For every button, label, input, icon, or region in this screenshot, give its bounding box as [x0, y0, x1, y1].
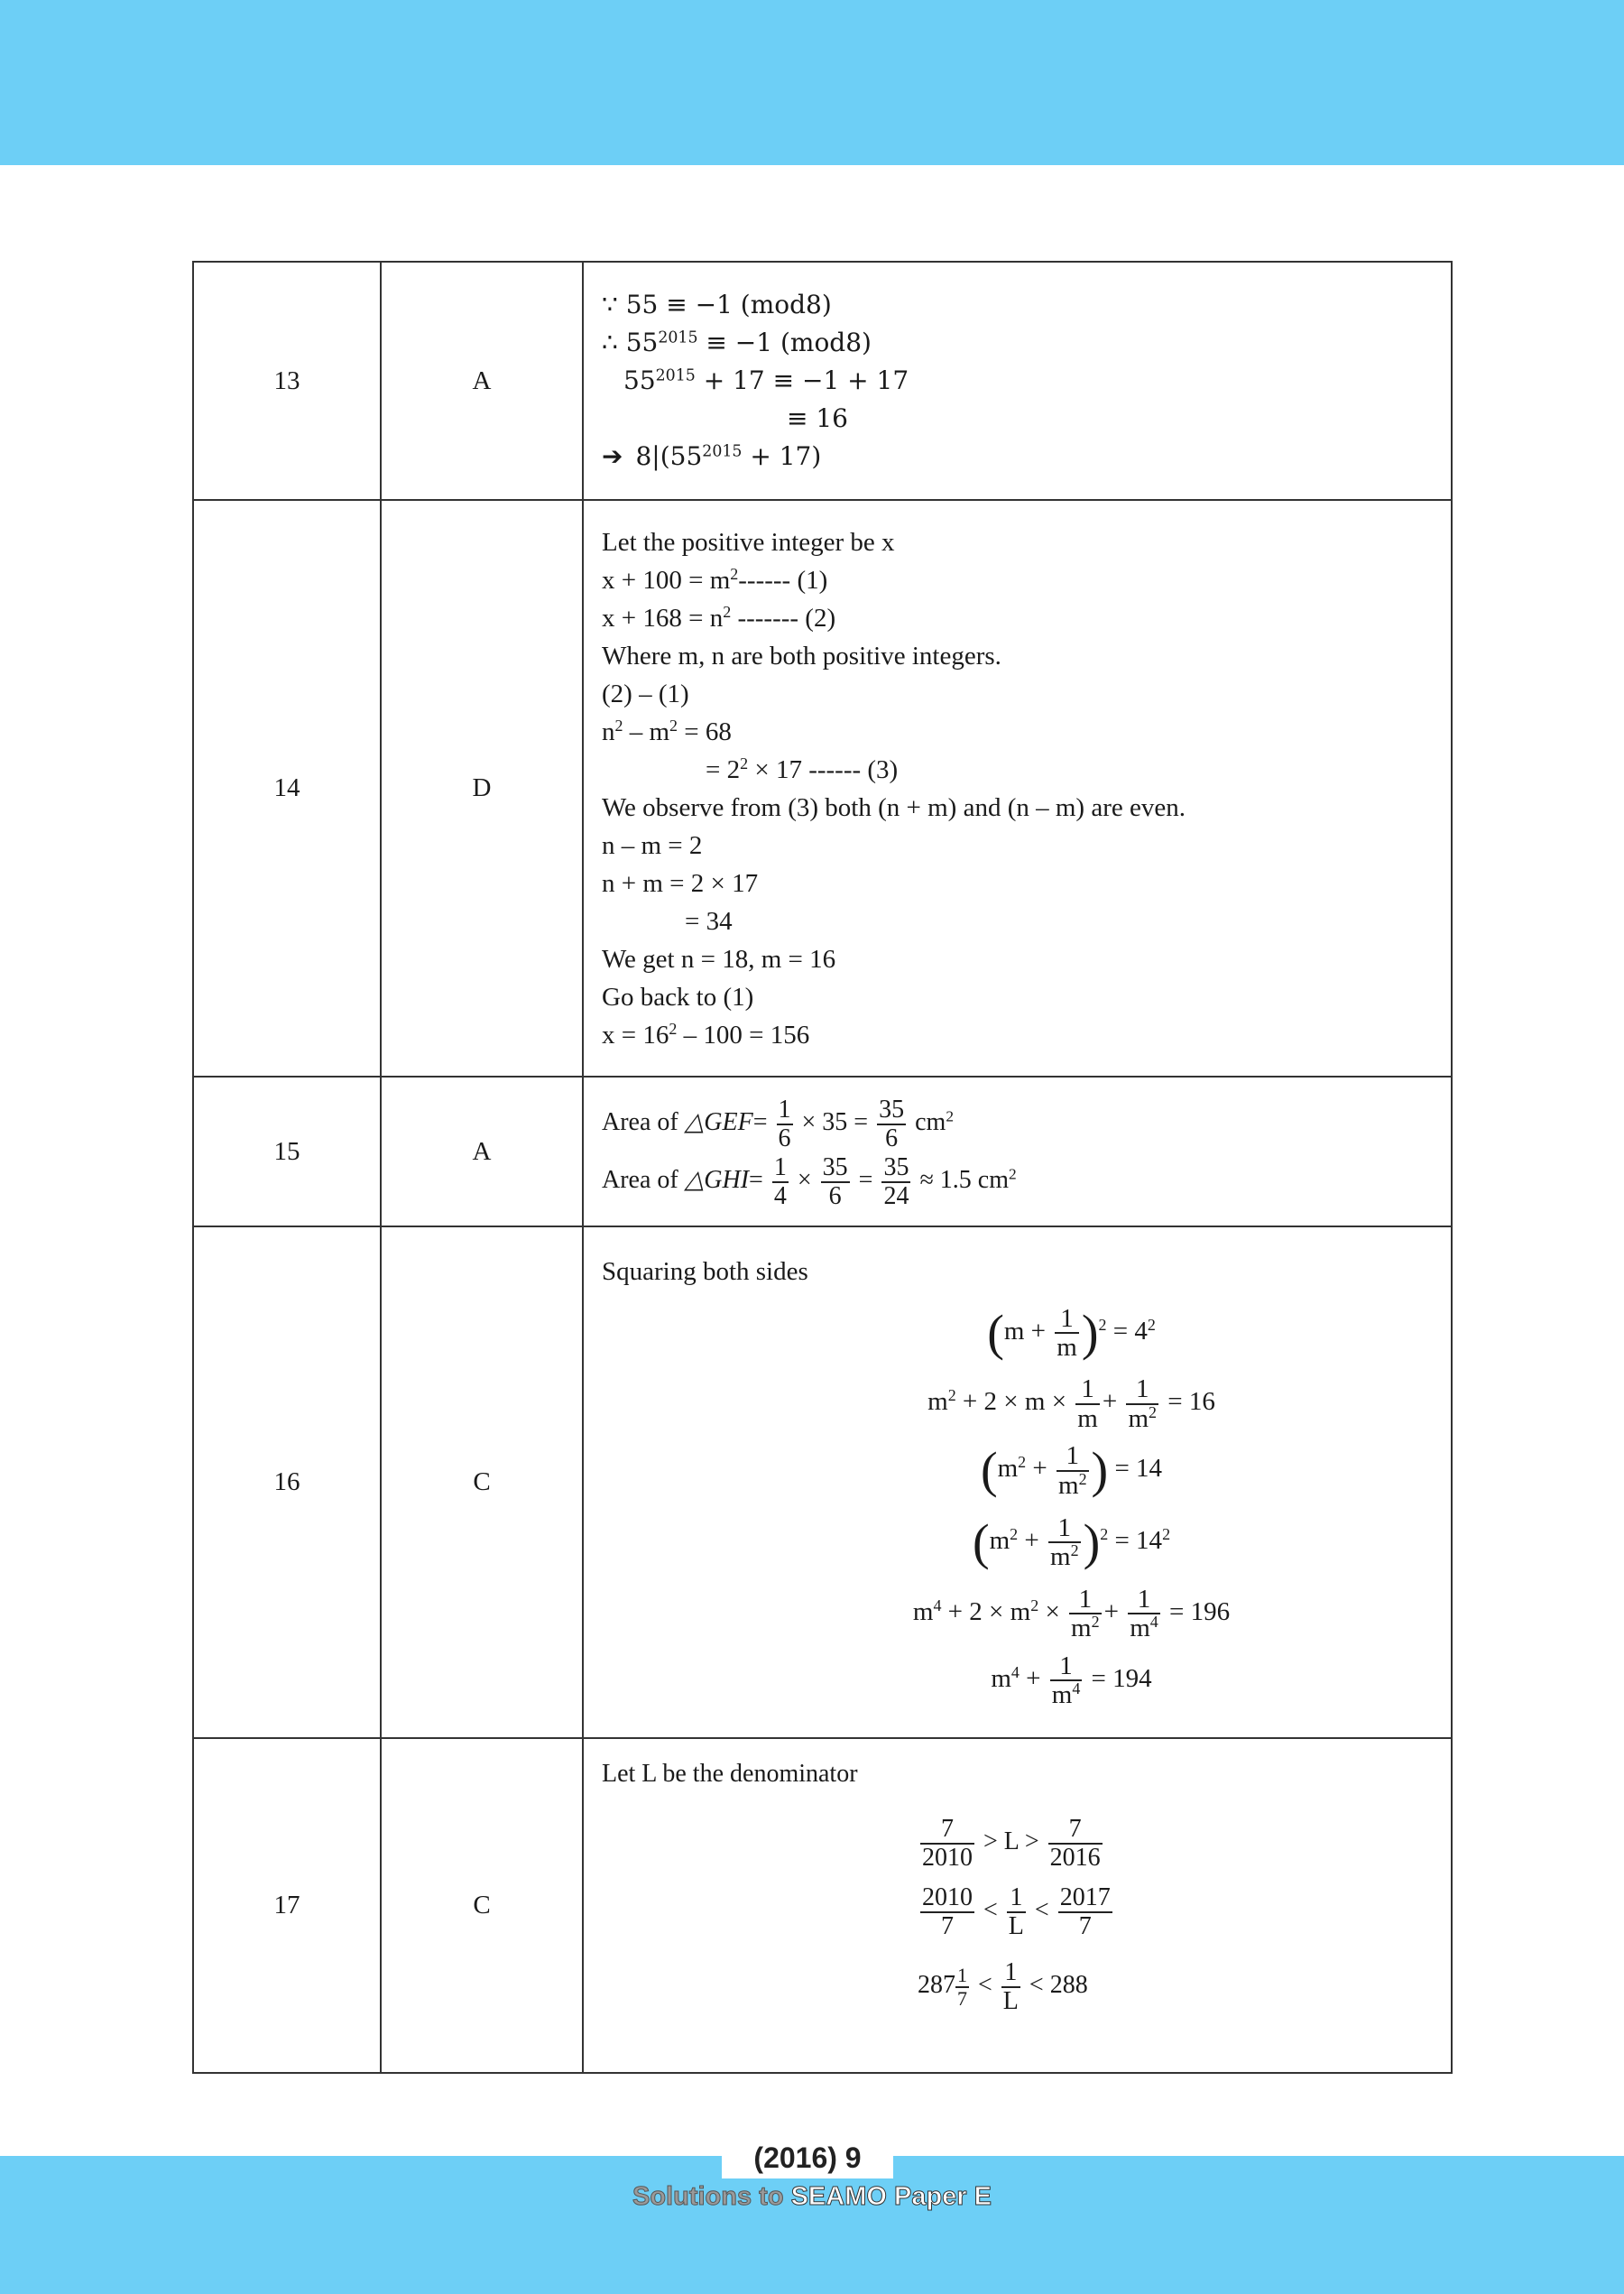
answer-letter: D	[381, 500, 583, 1077]
working-line: Let the positive integer be x	[602, 527, 895, 557]
footer-title: Solutions to SEAMO Paper E	[632, 2182, 992, 2211]
working-line: $55^{2015} + 17 \equiv -1 + 17$	[623, 365, 909, 395]
working-line: (2) – (1)	[602, 679, 689, 708]
working-line: n – m = 2	[602, 830, 703, 860]
equation: $m^2 + 2 \times m$ × $\frac{1}{m}$ + $\frac{1}{m^2}$ = 16	[927, 1374, 1215, 1433]
answer-letter: C	[381, 1738, 583, 2073]
fraction: $\frac{1}{4}$	[773, 1153, 787, 1210]
working-cell	[583, 1226, 1452, 1738]
equation: ($m^2$ + $\frac{1}{m^2}$ ) = 14	[980, 1441, 1163, 1500]
question-number: 15	[193, 1077, 381, 1226]
answer-letter: A	[381, 262, 583, 500]
working-line: ∵ 55 ≡ −1 (mod8)	[602, 290, 832, 319]
working-line: $n^2 - m^2 = 68$	[602, 716, 732, 746]
equation: 287 $\frac{1}{7}$ < $\frac{1}{L}$ < 288	[918, 1958, 1088, 2015]
working-line: Squaring both sides	[602, 1256, 808, 1286]
arrow-right-icon: ➔	[602, 441, 623, 471]
working-line: $x = 16^2 - 100 = 156$	[602, 1019, 810, 1050]
working-line: Let L be the denominator	[602, 1760, 858, 1788]
table-row	[193, 1077, 1452, 1226]
working-line: We get n = 18, m = 16	[602, 944, 836, 974]
top-banner	[0, 0, 1624, 165]
working-line: = $2^2 \times 17$ ------ (3)	[706, 754, 899, 784]
working-line: $x + 168 = n^2$ ------- (2)	[602, 602, 836, 633]
question-number: 13	[193, 262, 381, 500]
working-line: ∴ $55^{2015} \equiv -1$ (mod8)	[602, 328, 872, 357]
equation: $\frac{2010}{7}$ < $\frac{1}{L}$ < $\frac{2017}{7}$	[922, 1883, 1111, 1940]
fraction: $\frac{35}{24}$	[883, 1153, 909, 1210]
equation: $m^4 + 2 \times m^2$ × $\frac{1}{m^2}$ + $\frac{1}{m^4}$ = 196	[912, 1584, 1231, 1643]
working-line: ➔ $8|(55^{2015} + 17)$	[602, 441, 822, 471]
answer-letter: A	[381, 1077, 583, 1226]
table-row	[193, 1226, 1452, 1738]
equation: $m^4$ + $\frac{1}{m^4}$ = 194	[991, 1651, 1152, 1710]
working-line: $x + 100 = m^2------$ (1)	[602, 564, 828, 595]
working-line: Area of △GEF= $\frac{1}{6}$ × 35 = $\frac{35}{6}$ $cm^2$	[602, 1096, 954, 1152]
table-row	[193, 500, 1452, 1077]
working-cell	[583, 500, 1452, 1077]
fraction: $\frac{1}{6}$	[778, 1096, 791, 1152]
equation: ($m^2$ + $\frac{1}{m^2}$ )$^2 = 14^2$	[972, 1512, 1171, 1572]
working-cell	[583, 1077, 1452, 1226]
working-line: ≡ 16	[787, 403, 848, 433]
equation: (m + $\frac{1}{m}$ )$^2 = 4^2$	[987, 1303, 1156, 1363]
table-row	[193, 262, 1452, 500]
question-number: 14	[193, 500, 381, 1077]
fraction: $\frac{35}{6}$	[879, 1096, 905, 1152]
table-row	[193, 1738, 1452, 2073]
question-number: 16	[193, 1226, 381, 1738]
working-line: = 34	[685, 906, 733, 936]
page-number: (2016) 9	[722, 2137, 893, 2178]
working-line: n + m = 2 × 17	[602, 868, 759, 898]
working-line: Where m, n are both positive integers.	[602, 641, 1001, 671]
working-line: Go back to (1)	[602, 982, 754, 1012]
equation: $\frac{7}{2010}$ > L > $\frac{7}{2016}$	[922, 1815, 1101, 1872]
question-number: 17	[193, 1738, 381, 2073]
working-cell	[583, 1738, 1452, 2073]
working-cell	[583, 262, 1452, 500]
working-line: We observe from (3) both (n + m) and (n – m) are even.	[602, 792, 1186, 822]
answer-letter: C	[381, 1226, 583, 1738]
solutions-table	[192, 261, 1453, 2074]
fraction: $\frac{35}{6}$	[822, 1153, 848, 1210]
working-line: Area of △GHI= $\frac{1}{4}$ × $\frac{35}{6}$ = $\frac{35}{24}$ ≈ 1.5 $cm^2$	[602, 1153, 1017, 1210]
